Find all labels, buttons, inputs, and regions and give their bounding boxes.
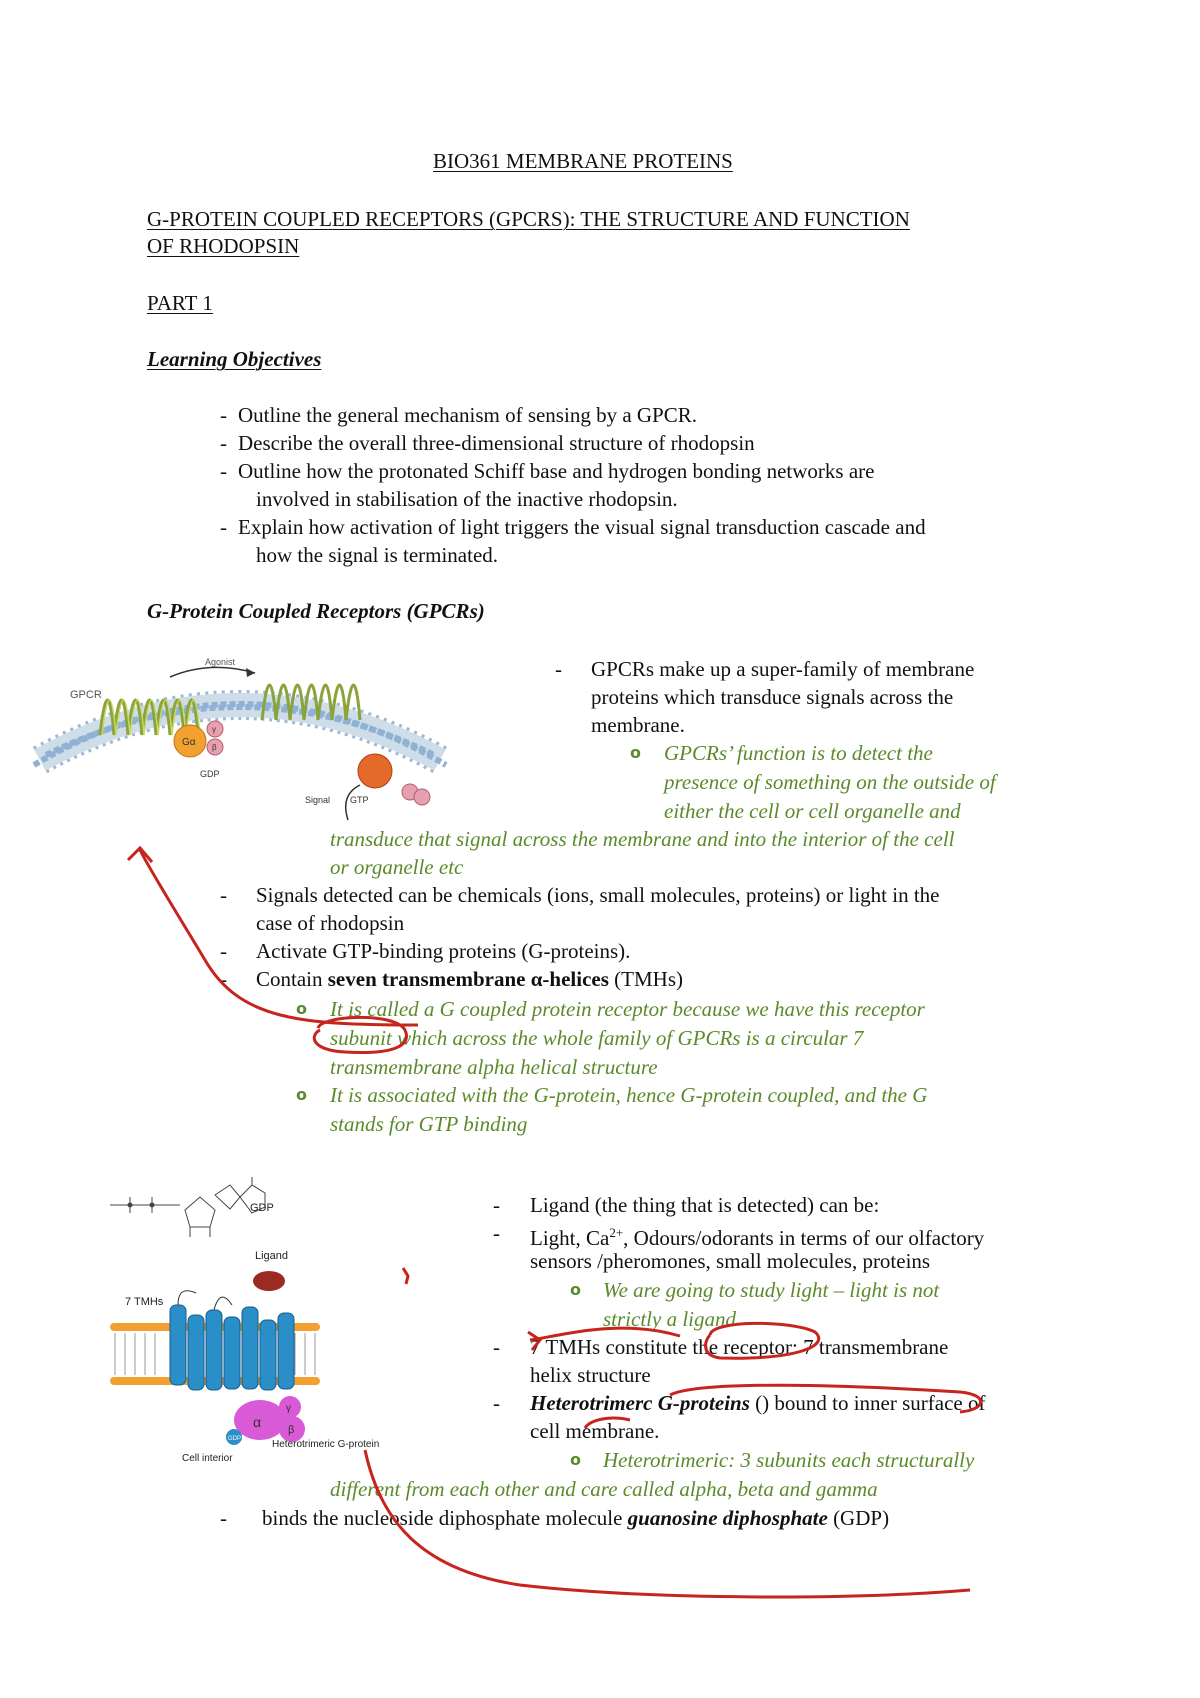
gdp-point xyxy=(262,1505,889,1531)
gpcr-note-line: GPCRs’ function is to detect the xyxy=(664,741,933,765)
ca-charge: 2+ xyxy=(609,1225,624,1240)
dash-bullet: - xyxy=(220,967,227,991)
gpcr-note-line: either the cell or cell organelle and xyxy=(664,799,961,823)
gpcr-membrane-figure xyxy=(30,655,460,825)
ligand-shape xyxy=(253,1271,285,1291)
hetero-note-line: Heterotrimeric: 3 subunits each structurally xyxy=(603,1448,975,1472)
beta-label: β xyxy=(288,1424,295,1436)
gdp-structure xyxy=(110,1177,265,1237)
ligand-point: Ligand (the thing that is detected) can be: xyxy=(530,1193,880,1217)
dash-bullet: - xyxy=(220,431,227,455)
dash-bullet: - xyxy=(220,459,227,483)
document-subtitle-line1: G-PROTEIN COUPLED RECEPTORS (GPCRS): THE STRUCTURE AND FUNCTION xyxy=(147,207,910,231)
agonist-label: Agonist xyxy=(205,657,236,667)
dash-bullet: - xyxy=(493,1193,500,1217)
hetero-note-line: different from each other and care called alpha, beta and gamma xyxy=(330,1477,878,1501)
gpcr-point: Signals detected can be chemicals (ions, small molecules, proteins) or light in the xyxy=(256,883,940,907)
tmh-bold-term: seven transmembrane α-helices xyxy=(327,967,609,991)
note-bullet: o xyxy=(296,999,307,1018)
document-title: BIO361 MEMBRANE PROTEINS xyxy=(433,149,733,173)
gpcr-point-prefix: Contain xyxy=(256,967,328,991)
gpcr-point xyxy=(256,966,683,992)
tmhs-label: 7 TMHs xyxy=(125,1296,164,1308)
tmh-note-line: It is called a G coupled protein receptor because we have this receptor xyxy=(330,997,925,1021)
objective-item: Outline how the protonated Schiff base and hydrogen bonding networks are xyxy=(238,459,875,483)
g-alpha-label: Gα xyxy=(182,737,196,748)
tmh-note-line: subunit which across the whole family of GPCRs is a circular 7 xyxy=(330,1026,864,1050)
note-bullet: o xyxy=(630,743,641,762)
tmh-note-line: stands for GTP binding xyxy=(330,1112,528,1136)
gprotein-figure xyxy=(100,1175,430,1465)
objective-item-continued: involved in stabilisation of the inactive rhodopsin. xyxy=(256,487,678,511)
g-alpha-active xyxy=(358,754,392,788)
gpcr-note-line: or organelle etc xyxy=(330,855,464,879)
dash-bullet: - xyxy=(220,883,227,907)
gpcr-label: GPCR xyxy=(70,689,102,701)
gpcr-point-suffix: (TMHs) xyxy=(608,967,683,991)
part-label: PART 1 xyxy=(147,291,213,315)
gdp-point-prefix: binds the nucleoside diphosphate molecule xyxy=(262,1506,628,1530)
ligand-light-ca: Light, Ca xyxy=(530,1226,610,1250)
annotation-arrowhead xyxy=(128,848,152,862)
gdp-label: GDP xyxy=(250,1202,274,1214)
objectives-heading: Learning Objectives xyxy=(147,347,322,371)
heterotrimeric-term: Heterotrimerc G-proteins xyxy=(530,1391,750,1415)
ligand-label: Ligand xyxy=(255,1250,289,1262)
gpcr-intro-line: membrane. xyxy=(591,713,685,737)
gdp-point-suffix: (GDP) xyxy=(827,1506,890,1530)
ligand-point xyxy=(530,1220,984,1251)
gpcr-heading: G-Protein Coupled Receptors (GPCRs) xyxy=(147,599,485,623)
tmh-point: 7 TMHs constitute the receptor: 7 transmembrane xyxy=(530,1335,949,1359)
receptor-helices xyxy=(170,1305,294,1390)
gtp-label: GTP xyxy=(350,795,369,805)
dash-bullet: - xyxy=(220,1506,227,1530)
gpcr-point-continued: case of rhodopsin xyxy=(256,911,405,935)
g-gamma-label: γ xyxy=(212,725,216,734)
objective-item-continued: how the signal is terminated. xyxy=(256,543,499,567)
dash-bullet: - xyxy=(220,939,227,963)
dash-bullet: - xyxy=(493,1391,500,1415)
gpcr-point: Activate GTP-binding proteins (G-proteins). xyxy=(256,939,631,963)
gpcr-note-line: transduce that signal across the membrane and into the interior of the cell xyxy=(330,827,955,851)
objective-item: Explain how activation of light triggers the visual signal transduction cascade and xyxy=(238,515,926,539)
gdp-small-label: GDP xyxy=(228,1436,242,1442)
g-beta-gamma-2 xyxy=(414,789,430,805)
note-bullet: o xyxy=(570,1450,581,1469)
heterotrimeric-label: Heterotrimeric G-protein xyxy=(272,1439,380,1450)
note-bullet: o xyxy=(296,1085,307,1104)
ligand-note-line: strictly a ligand xyxy=(603,1307,736,1331)
gamma-label: γ xyxy=(286,1403,291,1414)
gprotein-point-continued: cell membrane. xyxy=(530,1419,660,1443)
lipid-bilayer xyxy=(34,704,446,765)
document-subtitle-line2: OF RHODOPSIN xyxy=(147,234,300,258)
gprotein-point-suffix: () bound to inner surface of xyxy=(749,1391,986,1415)
ligand-point-continued: sensors /pheromones, small molecules, proteins xyxy=(530,1249,931,1273)
ligand-note-line: We are going to study light – light is not xyxy=(603,1278,940,1302)
receptor-loops xyxy=(178,1291,232,1310)
tmh-note-line: It is associated with the G-protein, hence G-protein coupled, and the G xyxy=(330,1083,928,1107)
agonist-arrow xyxy=(170,667,255,677)
gprotein-point xyxy=(530,1390,986,1416)
dash-bullet: - xyxy=(493,1221,500,1245)
signal-label: Signal xyxy=(305,795,331,805)
cell-interior-label: Cell interior xyxy=(182,1453,233,1464)
ligand-odours: , Odours/odorants in terms of our olfactory xyxy=(623,1226,985,1250)
objective-item: Describe the overall three-dimensional structure of rhodopsin xyxy=(238,431,755,455)
g-beta-label: β xyxy=(212,743,217,752)
dash-bullet: - xyxy=(493,1335,500,1359)
gpcr-intro-line: GPCRs make up a super-family of membrane xyxy=(591,657,975,681)
note-bullet: o xyxy=(570,1280,581,1299)
gdp-label: GDP xyxy=(200,769,220,779)
gpcr-note-line: presence of something on the outside of xyxy=(664,770,996,794)
tmh-note-line: transmembrane alpha helical structure xyxy=(330,1055,658,1079)
objective-item: Outline the general mechanism of sensing by a GPCR. xyxy=(238,403,697,427)
gdp-term: guanosine diphosphate xyxy=(627,1506,828,1530)
tmh-point-continued: helix structure xyxy=(530,1363,651,1387)
alpha-label: α xyxy=(253,1414,262,1430)
dash-bullet: - xyxy=(220,515,227,539)
gpcr-intro-line: proteins which transduce signals across the xyxy=(591,685,954,709)
agonist-arrowhead xyxy=(246,668,255,677)
dash-bullet: - xyxy=(555,657,562,681)
dash-bullet: - xyxy=(220,403,227,427)
